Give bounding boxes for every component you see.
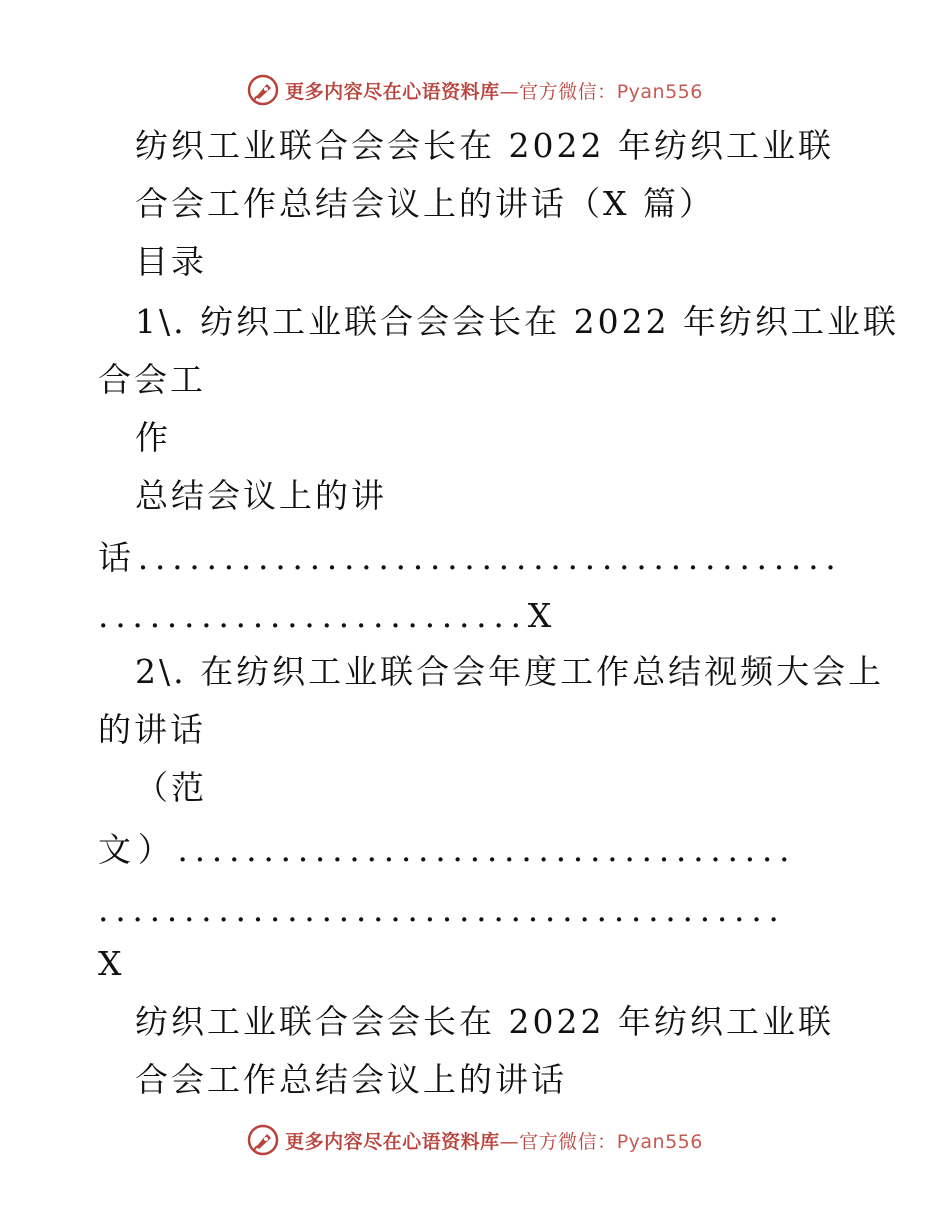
toc-item-2-line-3: （范 [135, 768, 207, 807]
toc-item-2-line-2: 的讲话 [98, 710, 206, 749]
toc-item-2-line-1: 2\. 在纺织工业联合会年度工作总结视频大会上 [135, 652, 885, 691]
banner-main-text: 更多内容尽在心语资料库 [285, 80, 500, 103]
banner-dash: — [499, 80, 520, 103]
banner-wechat-id: Pyan556 [616, 1130, 703, 1153]
banner-main-text: 更多内容尽在心语资料库 [285, 1130, 500, 1153]
toc-item-1-line-2: 合会工 [98, 360, 206, 399]
header-banner-text [285, 77, 703, 104]
banner-dash: — [499, 1130, 520, 1153]
header-banner [0, 70, 950, 110]
toc-item-2-leader-1: 文）.................................... [98, 830, 797, 869]
toc-item-1-line-1: 1\. 纺织工业联合会会长在 2022 年纺织工业联 [135, 302, 900, 341]
toc-item-1-line-4: 总结会议上的讲 [135, 476, 387, 515]
pen-nib-logo-icon [247, 74, 279, 106]
toc-item-1-leader-1: 话......................................... [98, 538, 843, 577]
toc-item-2-leader-2: ........................................ [98, 890, 786, 929]
footer-banner [0, 1120, 950, 1160]
section-title-line-1: 纺织工业联合会会长在 2022 年纺织工业联 [135, 1002, 834, 1041]
doc-title-line-1: 纺织工业联合会会长在 2022 年纺织工业联 [135, 126, 834, 165]
section-title-line-2: 合会工作总结会议上的讲话 [135, 1060, 567, 1099]
toc-item-1-line-3: 作 [135, 418, 171, 457]
banner-official-text: 官方微信： [519, 1130, 617, 1153]
footer-banner-text [285, 1127, 703, 1154]
pen-nib-logo-icon [247, 1124, 279, 1156]
toc-item-1-leader-2: .........................X [98, 596, 558, 635]
toc-item-2-page: X [98, 944, 125, 983]
banner-wechat-id: Pyan556 [616, 80, 703, 103]
toc-heading: 目录 [135, 242, 207, 281]
doc-title-line-2: 合会工作总结会议上的讲话（X 篇） [135, 184, 715, 223]
banner-official-text: 官方微信： [519, 80, 617, 103]
